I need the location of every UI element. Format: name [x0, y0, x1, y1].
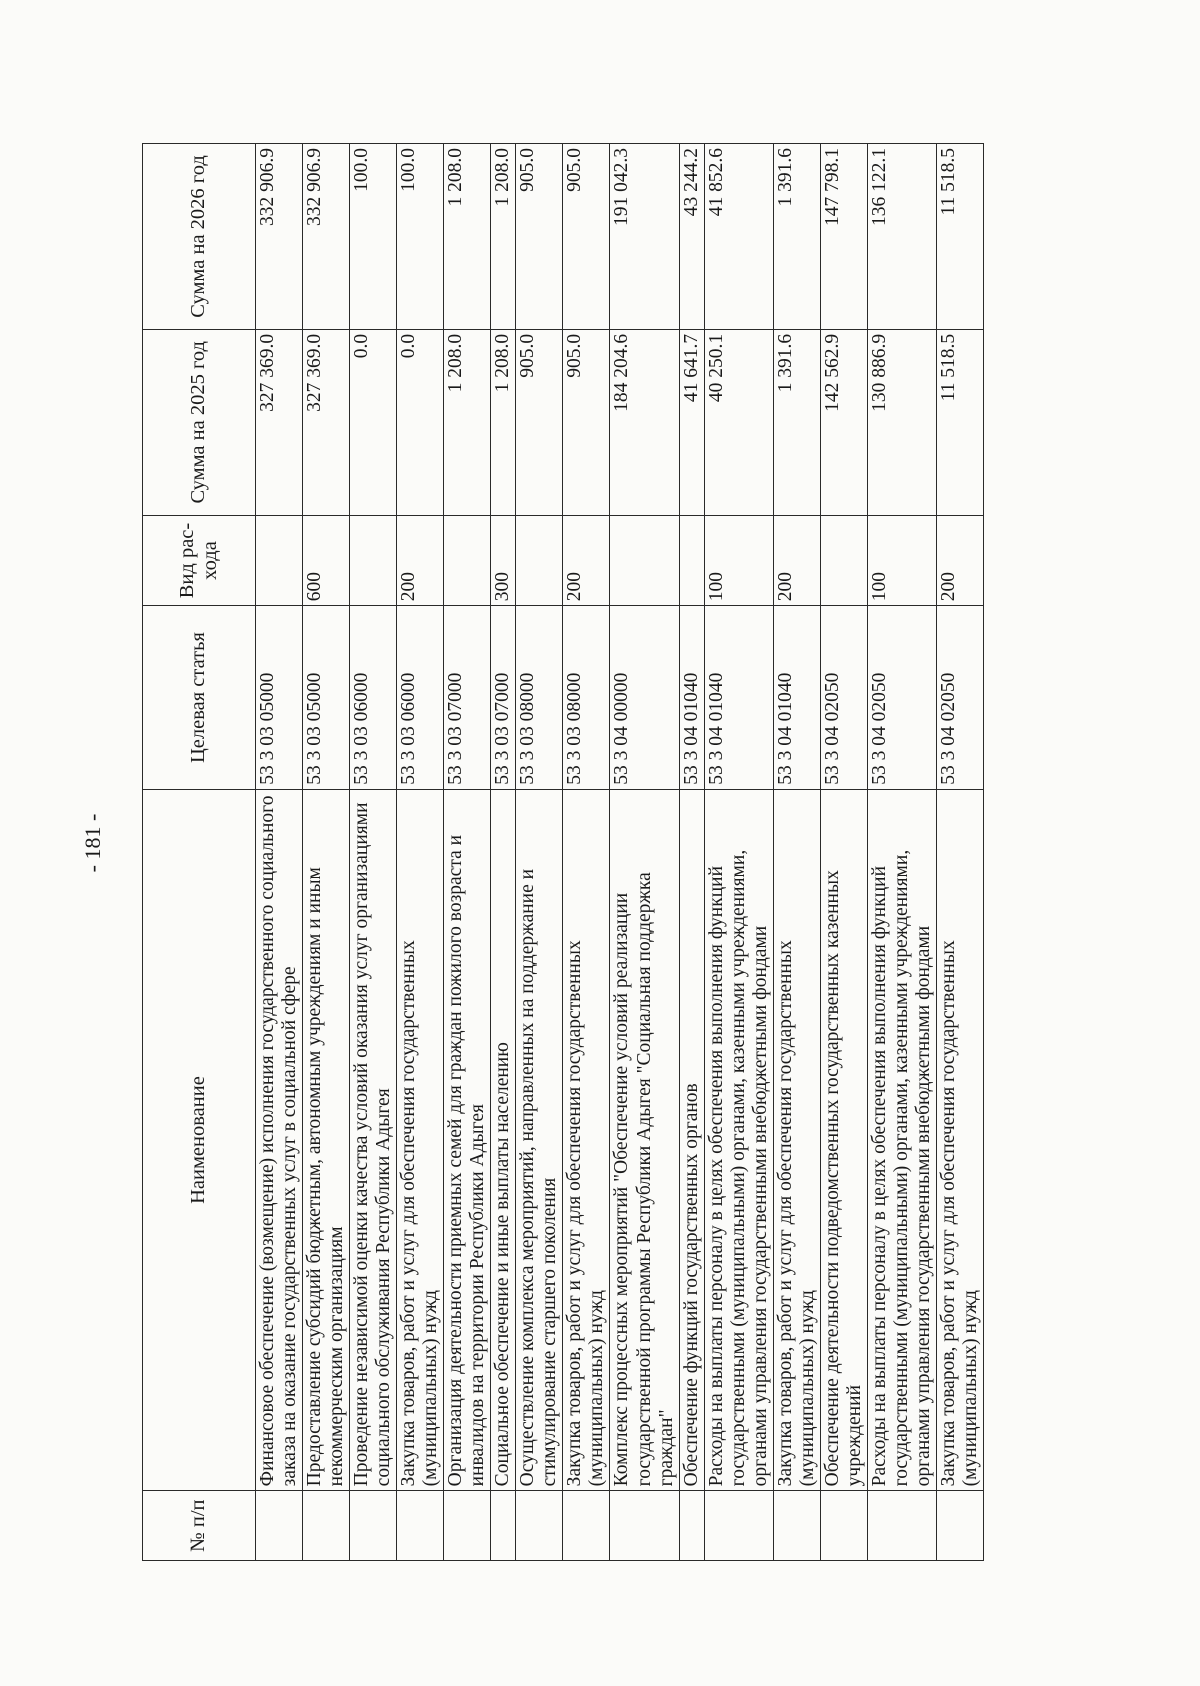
name-cell: Расходы на выплаты персоналу в целях обеспечения выполнения функций государственными (муниципальными) органами, казенными учреждениями, органами управления государственными внебюджетными фондами: [867, 789, 936, 1491]
header-name: Наименование: [143, 789, 256, 1491]
budget-table: [142, 143, 984, 1561]
sum-2025-cell: 142 562.9: [820, 329, 867, 515]
target-code-cell: 53 3 04 00000: [610, 606, 679, 790]
num-cell: [563, 1491, 610, 1561]
sum-2026-cell: 905.0: [516, 144, 563, 330]
num-cell: [773, 1491, 820, 1561]
expense-kind-cell: 200: [563, 515, 610, 606]
name-cell: Закупка товаров, работ и услуг для обеспечения государственных (муниципальных) нужд: [563, 789, 610, 1491]
target-code-cell: 53 3 03 07000: [491, 606, 516, 790]
sum-2025-cell: 41 641.7: [679, 329, 704, 515]
expense-kind-cell: [256, 515, 303, 606]
table-row: [867, 144, 936, 1561]
target-code-cell: 53 3 04 02050: [936, 606, 983, 790]
num-cell: [491, 1491, 516, 1561]
table-row: [610, 144, 679, 1561]
table-row: [491, 144, 516, 1561]
expense-kind-cell: [350, 515, 397, 606]
target-code-cell: 53 3 04 02050: [867, 606, 936, 790]
table-row: [303, 144, 350, 1561]
sum-2025-cell: 40 250.1: [704, 329, 773, 515]
target-code-cell: 53 3 04 01040: [773, 606, 820, 790]
sum-2025-cell: 0.0: [350, 329, 397, 515]
num-cell: [610, 1491, 679, 1561]
sum-2026-cell: 332 906.9: [303, 144, 350, 330]
num-cell: [516, 1491, 563, 1561]
name-cell: Закупка товаров, работ и услуг для обеспечения государственных (муниципальных) нужд: [936, 789, 983, 1491]
name-cell: Осуществление комплекса мероприятий, направленных на поддержание и стимулирование старшего поколения: [516, 789, 563, 1491]
table-row: [679, 144, 704, 1561]
sum-2025-cell: 905.0: [563, 329, 610, 515]
name-cell: Закупка товаров, работ и услуг для обеспечения государственных (муниципальных) нужд: [773, 789, 820, 1491]
expense-kind-cell: 200: [936, 515, 983, 606]
sum-2025-cell: 327 369.0: [303, 329, 350, 515]
name-cell: Социальное обеспечение и иные выплаты населению: [491, 789, 516, 1491]
expense-kind-cell: 200: [397, 515, 444, 606]
sum-2026-cell: 136 122.1: [867, 144, 936, 330]
name-cell: Расходы на выплаты персоналу в целях обеспечения выполнения функций государственными (муниципальными) органами, казенными учреждениями, органами управления государственными внебюджетными фондами: [704, 789, 773, 1491]
table-row: [397, 144, 444, 1561]
sum-2026-cell: 43 244.2: [679, 144, 704, 330]
header-kind: Вид рас-хода: [143, 515, 256, 606]
name-cell: Предоставление субсидий бюджетным, автономным учреждениям и иным некоммерческим организациям: [303, 789, 350, 1491]
table-row: [516, 144, 563, 1561]
num-cell: [350, 1491, 397, 1561]
table-header-row: [143, 144, 256, 1561]
sum-2026-cell: 41 852.6: [704, 144, 773, 330]
target-code-cell: 53 3 03 06000: [350, 606, 397, 790]
sum-2026-cell: 1 208.0: [491, 144, 516, 330]
num-cell: [444, 1491, 491, 1561]
num-cell: [256, 1491, 303, 1561]
header-sum-2025: Сумма на 2025 год: [143, 329, 256, 515]
expense-kind-cell: [679, 515, 704, 606]
name-cell: Организация деятельности приемных семей для граждан пожилого возраста и инвалидов на территории Республики Адыгея: [444, 789, 491, 1491]
num-cell: [704, 1491, 773, 1561]
sum-2025-cell: 905.0: [516, 329, 563, 515]
expense-kind-cell: [820, 515, 867, 606]
target-code-cell: 53 3 03 05000: [303, 606, 350, 790]
num-cell: [936, 1491, 983, 1561]
sum-2026-cell: 1 391.6: [773, 144, 820, 330]
sum-2025-cell: 184 204.6: [610, 329, 679, 515]
table-row: [256, 144, 303, 1561]
table-row: [820, 144, 867, 1561]
sum-2025-cell: 1 391.6: [773, 329, 820, 515]
sum-2025-cell: 1 208.0: [444, 329, 491, 515]
target-code-cell: 53 3 03 06000: [397, 606, 444, 790]
expense-kind-cell: [444, 515, 491, 606]
name-cell: Закупка товаров, работ и услуг для обеспечения государственных (муниципальных) нужд: [397, 789, 444, 1491]
sum-2026-cell: 100.0: [397, 144, 444, 330]
name-cell: Комплекс процессных мероприятий "Обеспечение условий реализации государственной программы Республики Адыгея "Социальная поддержка граждан": [610, 789, 679, 1491]
sum-2026-cell: 100.0: [350, 144, 397, 330]
sum-2026-cell: 147 798.1: [820, 144, 867, 330]
name-cell: Финансовое обеспечение (возмещение) исполнения государственного социального заказа на оказание государственных услуг в социальной сфере: [256, 789, 303, 1491]
num-cell: [867, 1491, 936, 1561]
expense-kind-cell: 100: [704, 515, 773, 606]
table-row: [936, 144, 983, 1561]
table-row: [350, 144, 397, 1561]
table-body: [256, 144, 984, 1561]
expense-kind-cell: 600: [303, 515, 350, 606]
table-row: [563, 144, 610, 1561]
num-cell: [303, 1491, 350, 1561]
table-row: [444, 144, 491, 1561]
expense-kind-cell: [516, 515, 563, 606]
header-code: Целевая статья: [143, 606, 256, 790]
expense-kind-cell: 200: [773, 515, 820, 606]
sum-2025-cell: 0.0: [397, 329, 444, 515]
num-cell: [679, 1491, 704, 1561]
header-sum-2026: Сумма на 2026 год: [143, 144, 256, 330]
target-code-cell: 53 3 03 08000: [516, 606, 563, 790]
rotated-table-wrapper: [142, 143, 1200, 1561]
sum-2025-cell: 327 369.0: [256, 329, 303, 515]
page-number: - 181 -: [80, 813, 105, 873]
header-num: № п/п: [143, 1491, 256, 1561]
sum-2026-cell: 905.0: [563, 144, 610, 330]
target-code-cell: 53 3 04 01040: [679, 606, 704, 790]
expense-kind-cell: 300: [491, 515, 516, 606]
target-code-cell: 53 3 03 07000: [444, 606, 491, 790]
sum-2025-cell: 130 886.9: [867, 329, 936, 515]
expense-kind-cell: 100: [867, 515, 936, 606]
sum-2026-cell: 11 518.5: [936, 144, 983, 330]
name-cell: Обеспечение деятельности подведомственных государственных казенных учреждений: [820, 789, 867, 1491]
target-code-cell: 53 3 03 05000: [256, 606, 303, 790]
sum-2025-cell: 1 208.0: [491, 329, 516, 515]
expense-kind-cell: [610, 515, 679, 606]
num-cell: [397, 1491, 444, 1561]
sum-2026-cell: 191 042.3: [610, 144, 679, 330]
target-code-cell: 53 3 03 08000: [563, 606, 610, 790]
sum-2026-cell: 1 208.0: [444, 144, 491, 330]
table-row: [773, 144, 820, 1561]
name-cell: Обеспечение функций государственных органов: [679, 789, 704, 1491]
sum-2026-cell: 332 906.9: [256, 144, 303, 330]
sum-2025-cell: 11 518.5: [936, 329, 983, 515]
num-cell: [820, 1491, 867, 1561]
target-code-cell: 53 3 04 02050: [820, 606, 867, 790]
table-row: [704, 144, 773, 1561]
target-code-cell: 53 3 04 01040: [704, 606, 773, 790]
name-cell: Проведение независимой оценки качества условий оказания услуг организациями социального обслуживания Республики Адыгея: [350, 789, 397, 1491]
